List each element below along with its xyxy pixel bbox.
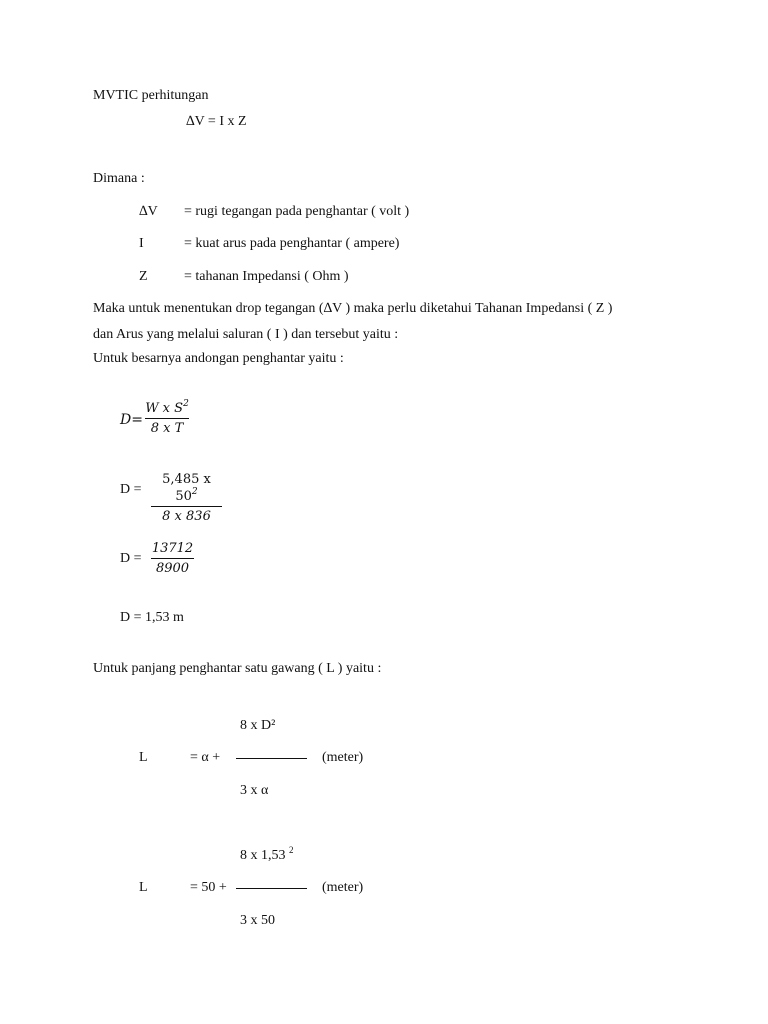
length-formula-general-denominator: 3 x α xyxy=(240,783,269,798)
sag-result: D = 1,53 m xyxy=(120,610,184,625)
sag-formula-substituted-numerator: 5,485 x $50^2$ xyxy=(162,472,211,504)
definition-symbol-i: I xyxy=(139,236,144,251)
length-formula-general-unit: (meter) xyxy=(322,750,364,765)
length-formula-substituted-equals: = 50 + xyxy=(190,880,227,895)
definition-symbol-z: Z xyxy=(139,269,148,284)
definition-desc-z: = tahanan Impedansi ( Ohm ) xyxy=(184,269,349,284)
sag-formula-simplified-numerator: 13712 xyxy=(151,541,194,556)
length-formula-substituted-lhs: L xyxy=(139,880,148,895)
sag-formula-general-fraction xyxy=(145,400,189,437)
definition-desc-i: = kuat arus pada penghantar ( ampere) xyxy=(184,236,400,251)
length-heading: Untuk panjang penghantar satu gawang ( L ) yaitu : xyxy=(93,661,382,676)
length-formula-general-fraction-bar xyxy=(236,758,307,759)
sag-formula-substituted-denominator: 8 x 836 xyxy=(162,509,211,524)
length-formula-general-lhs: L xyxy=(139,750,148,765)
length-formula-general-numerator: 8 x D² xyxy=(240,718,276,733)
length-formula-substituted-fraction-bar xyxy=(236,888,307,889)
length-formula-substituted-unit: (meter) xyxy=(322,880,364,895)
length-formula-substituted-numerator: 8 x 1,53 $^2$ xyxy=(240,845,294,863)
sag-formula-simplified-lhs: D = xyxy=(120,551,142,566)
paragraph-line-3: Untuk besarnya andongan penghantar yaitu : xyxy=(93,351,344,366)
paragraph-line-1: Maka untuk menentukan drop tegangan (∆V ) maka perlu diketahui Tahanan Impedansi ( Z ) xyxy=(93,301,613,316)
document-title: MVTIC perhitungan xyxy=(93,88,209,103)
sag-formula-general-numerator: W x $S^2$ xyxy=(145,399,189,416)
paragraph-line-2: dan Arus yang melalui saluran ( I ) dan tersebut yaitu : xyxy=(93,327,399,342)
length-formula-substituted-denominator: 3 x 50 xyxy=(240,913,275,928)
sag-formula-general-lhs: D= xyxy=(120,412,143,428)
sag-formula-simplified-fraction xyxy=(151,540,194,577)
sag-formula-simplified-denominator: 8900 xyxy=(155,561,190,576)
main-formula: ∆V = I x Z xyxy=(186,114,247,129)
sag-formula-general-denominator: 8 x T xyxy=(150,421,184,436)
definition-desc-delta-v: = rugi tegangan pada penghantar ( volt ) xyxy=(184,204,410,219)
definition-symbol-delta-v: ∆V xyxy=(139,204,158,219)
definitions-heading: Dimana : xyxy=(93,171,145,186)
sag-formula-substituted-fraction xyxy=(151,471,222,525)
length-formula-general-equals: = α + xyxy=(190,750,221,765)
sag-formula-substituted-lhs: D = xyxy=(120,482,142,497)
